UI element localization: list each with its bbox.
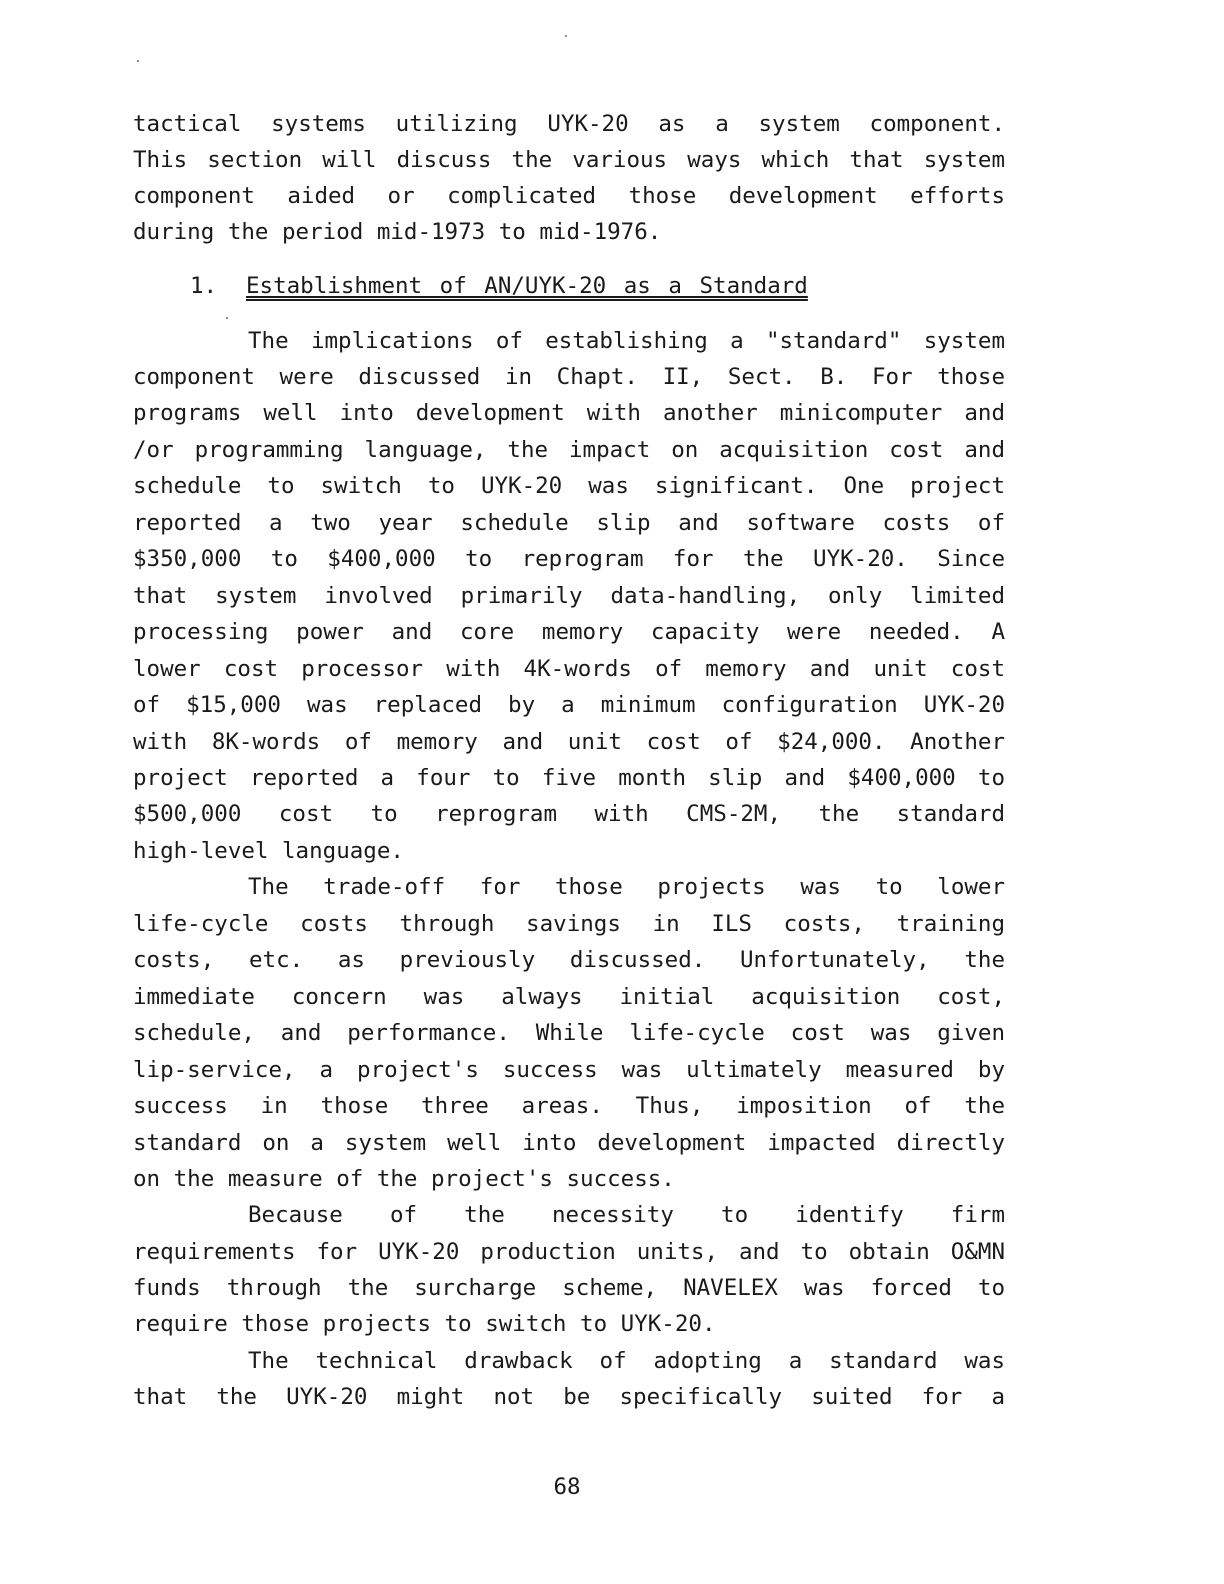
text-line: of $15,000 was replaced by a minimum configuration UYK-20	[133, 692, 1005, 718]
text-line: component aided or complicated those development efforts	[133, 183, 1005, 209]
text-line: high-level language.	[133, 838, 404, 864]
text-line: processing power and core memory capacity were needed. A	[133, 619, 1005, 645]
text-line: /or programming language, the impact on acquisition cost and	[133, 437, 1005, 463]
text-line: funds through the surcharge scheme, NAVELEX was forced to	[133, 1275, 1005, 1301]
text-line: schedule to switch to UYK-20 was significant. One project	[133, 473, 1005, 499]
text-line: tactical systems utilizing UYK-20 as a system component.	[133, 111, 1005, 137]
text-line: on the measure of the project's success.	[133, 1166, 675, 1192]
text-line: that the UYK-20 might not be specifically suited for a	[133, 1384, 1005, 1410]
text-line: $350,000 to $400,000 to reprogram for the UYK-20. Since	[133, 546, 1005, 572]
text-line: schedule, and performance. While life-cycle cost was given	[133, 1020, 1005, 1046]
text-line: require those projects to switch to UYK-20.	[133, 1311, 716, 1337]
text-line: immediate concern was always initial acquisition cost,	[133, 984, 1005, 1010]
text-line: costs, etc. as previously discussed. Unfortunately, the	[133, 947, 1005, 973]
page-number: 68	[553, 1474, 581, 1500]
text-line: The trade-off for those projects was to lower	[248, 874, 1005, 900]
text-line: life-cycle costs through savings in ILS costs, training	[133, 911, 1005, 937]
text-line: This section will discuss the various ways which that system	[133, 147, 1005, 173]
section-title: Establishment of AN/UYK-20 as a Standard	[246, 273, 808, 299]
section-number: 1.	[190, 273, 218, 299]
text-line: lower cost processor with 4K-words of memory and unit cost	[133, 656, 1005, 682]
text-line: reported a two year schedule slip and software costs of	[133, 510, 1005, 536]
text-line: during the period mid-1973 to mid-1976.	[133, 219, 662, 245]
text-line: requirements for UYK-20 production units, and to obtain O&MN	[133, 1239, 1005, 1265]
scan-speck	[137, 60, 139, 62]
text-line: lip-service, a project's success was ultimately measured by	[133, 1057, 1005, 1083]
section-heading	[190, 271, 808, 301]
text-line: Because of the necessity to identify firm	[248, 1202, 1005, 1228]
text-line: $500,000 cost to reprogram with CMS-2M, the standard	[133, 801, 1005, 827]
text-line: that system involved primarily data-handling, only limited	[133, 583, 1005, 609]
text-line: programs well into development with another minicomputer and	[133, 400, 1005, 426]
text-line: The technical drawback of adopting a standard was	[248, 1348, 1005, 1374]
text-line: component were discussed in Chapt. II, Sect. B. For those	[133, 364, 1005, 390]
text-line: with 8K-words of memory and unit cost of $24,000. Another	[133, 729, 1005, 755]
scan-speck	[226, 317, 228, 319]
text-line: project reported a four to five month slip and $400,000 to	[133, 765, 1005, 791]
text-line: success in those three areas. Thus, imposition of the	[133, 1093, 1005, 1119]
text-line: The implications of establishing a "standard" system	[248, 328, 1005, 354]
scan-speck	[565, 35, 567, 37]
text-line: standard on a system well into development impacted directly	[133, 1130, 1005, 1156]
